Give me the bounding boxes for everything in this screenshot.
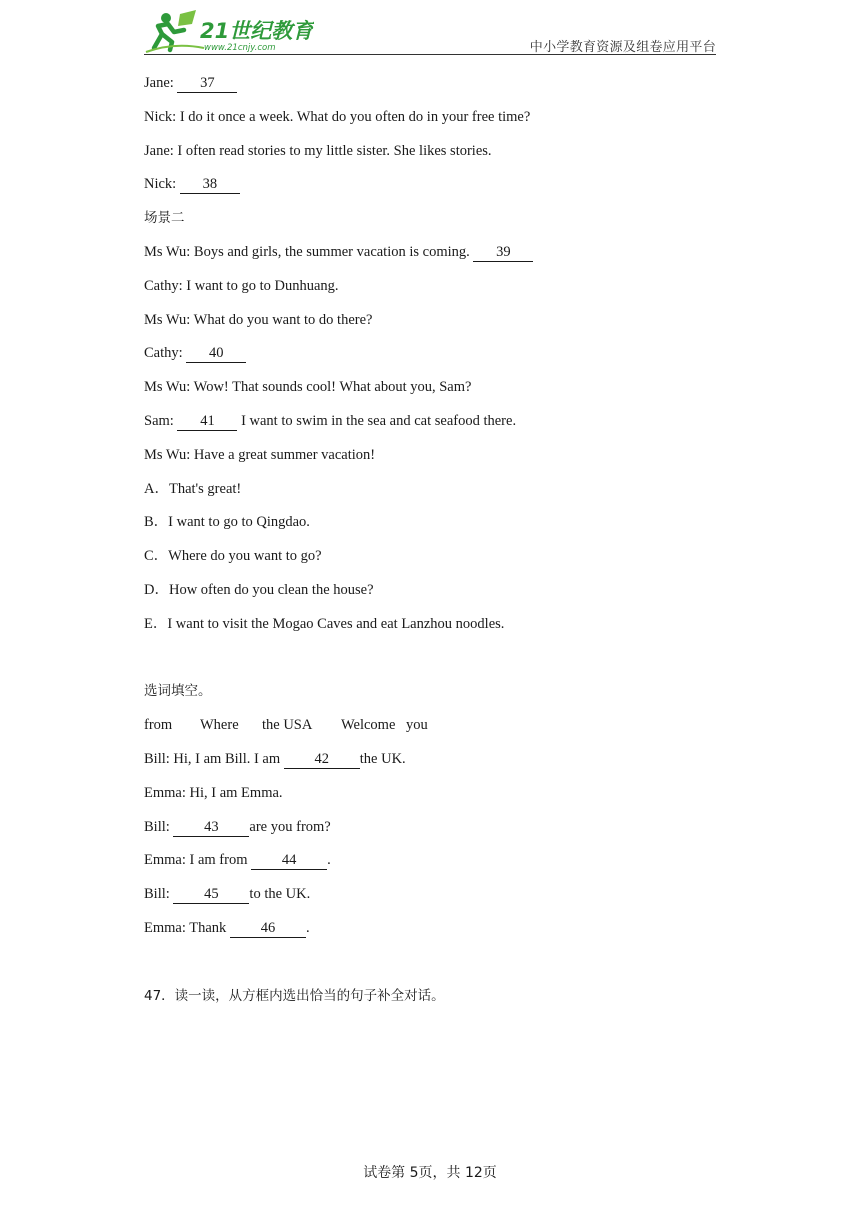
- utterance-tail: the UK.: [359, 750, 406, 767]
- spacer: [144, 647, 724, 681]
- page-footer: 试卷第 5页，共 12页: [363, 1165, 497, 1181]
- utterance: What do you want to do there?: [193, 311, 373, 328]
- utterance: I want to go to Dunhuang.: [186, 277, 339, 294]
- dialogue-line: [144, 883, 724, 917]
- option-item: A．That's great!: [144, 480, 242, 497]
- dialogue-line: [144, 309, 724, 343]
- speaker: Cathy:: [144, 277, 183, 294]
- answer-blank: 38: [180, 176, 240, 194]
- word-bank-item: Where: [200, 717, 239, 734]
- dialogue-line: [144, 917, 724, 951]
- word-bank-item: the USA: [262, 717, 313, 734]
- speaker: Bill:: [144, 886, 170, 903]
- dialogue-line: [144, 782, 724, 816]
- speaker: Ms Wu:: [144, 446, 191, 463]
- dialogue-line: [144, 241, 724, 275]
- speaker: Nick:: [144, 176, 177, 193]
- speaker: Nick:: [144, 108, 177, 125]
- dialogue-line: [144, 410, 724, 444]
- speaker: Ms Wu:: [144, 311, 191, 328]
- spacer: [144, 951, 724, 985]
- question-47: 47．读一读，从方框内选出恰当的句子补全对话。: [144, 987, 445, 1004]
- platform-name: 中小学教育资源及组卷应用平台: [529, 40, 716, 55]
- utterance-tail: .: [327, 852, 331, 869]
- option-item: C．Where do you want to go?: [144, 548, 322, 565]
- option-item: B．I want to go to Qingdao.: [144, 514, 310, 531]
- word-bank-item: Welcome: [341, 717, 396, 734]
- utterance-tail: are you from?: [249, 818, 331, 835]
- utterance: Have a great summer vacation!: [193, 446, 376, 463]
- dialogue-line: [144, 444, 724, 478]
- speaker: Ms Wu:: [144, 379, 191, 396]
- speaker: Emma:: [144, 852, 186, 869]
- answer-blank: 39: [473, 244, 533, 262]
- section-title: 选词填空。: [144, 683, 212, 700]
- dialogue-line: [144, 173, 724, 207]
- word-bank-item: from: [144, 717, 173, 734]
- speaker: Sam:: [144, 412, 174, 429]
- answer-blank: 37: [177, 75, 237, 93]
- utterance-tail: .: [305, 919, 310, 936]
- speaker: Emma:: [144, 784, 186, 801]
- answer-blank: 46: [230, 920, 306, 938]
- dialogue-line: [144, 342, 724, 376]
- utterance: I do it once a week. What do you often do in your free time?: [179, 108, 531, 125]
- dialogue-line: [144, 816, 724, 850]
- speaker: Bill:: [144, 750, 170, 767]
- header-divider: [144, 54, 716, 55]
- runner-icon: [146, 10, 204, 52]
- speaker: Jane:: [144, 142, 174, 159]
- dialogue-line: [144, 748, 724, 782]
- utterance: Thank: [189, 919, 227, 936]
- answer-blank: 43: [173, 819, 249, 837]
- dialogue-line: [144, 140, 724, 174]
- answer-blank: 42: [284, 751, 360, 769]
- answer-blank: 44: [251, 852, 327, 870]
- dialogue-line: [144, 849, 724, 883]
- utterance: Hi, I am Emma.: [189, 784, 283, 801]
- site-logo: [144, 8, 314, 54]
- page-header: [144, 8, 716, 56]
- dialogue-line: [144, 275, 724, 309]
- utterance: Boys and girls, the summer vacation is coming.: [193, 243, 470, 260]
- scene-title: 场景二: [144, 210, 185, 227]
- speaker: Emma:: [144, 919, 186, 936]
- word-bank: [144, 714, 724, 748]
- option-item: E．I want to visit the Mogao Caves and eat Lanzhou noodles.: [144, 615, 505, 632]
- speaker: Ms Wu:: [144, 243, 191, 260]
- dialogue-line: [144, 72, 724, 106]
- utterance-tail: to the UK.: [249, 886, 311, 903]
- option-item: D．How often do you clean the house?: [144, 581, 374, 598]
- answer-blank: 40: [186, 345, 246, 363]
- utterance: I often read stories to my little sister. She likes stories.: [177, 142, 492, 159]
- utterance: I want to swim in the sea and cat seafood there.: [241, 412, 517, 429]
- answer-blank: 41: [177, 413, 237, 431]
- dialogue-line: [144, 376, 724, 410]
- document-body: [144, 72, 724, 1018]
- dialogue-line: [144, 106, 724, 140]
- utterance: I am from: [189, 852, 248, 869]
- utterance: Wow! That sounds cool! What about you, Sam?: [193, 379, 472, 396]
- speaker: Bill:: [144, 818, 170, 835]
- logo-url: www.21cnjy.com: [204, 43, 276, 53]
- speaker: Jane:: [144, 75, 174, 91]
- logo-text: 21世纪教育: [200, 19, 314, 43]
- utterance: Hi, I am Bill. I am: [173, 750, 281, 767]
- word-bank-item: you: [406, 717, 428, 734]
- answer-blank: 45: [173, 886, 249, 904]
- speaker: Cathy:: [144, 345, 183, 362]
